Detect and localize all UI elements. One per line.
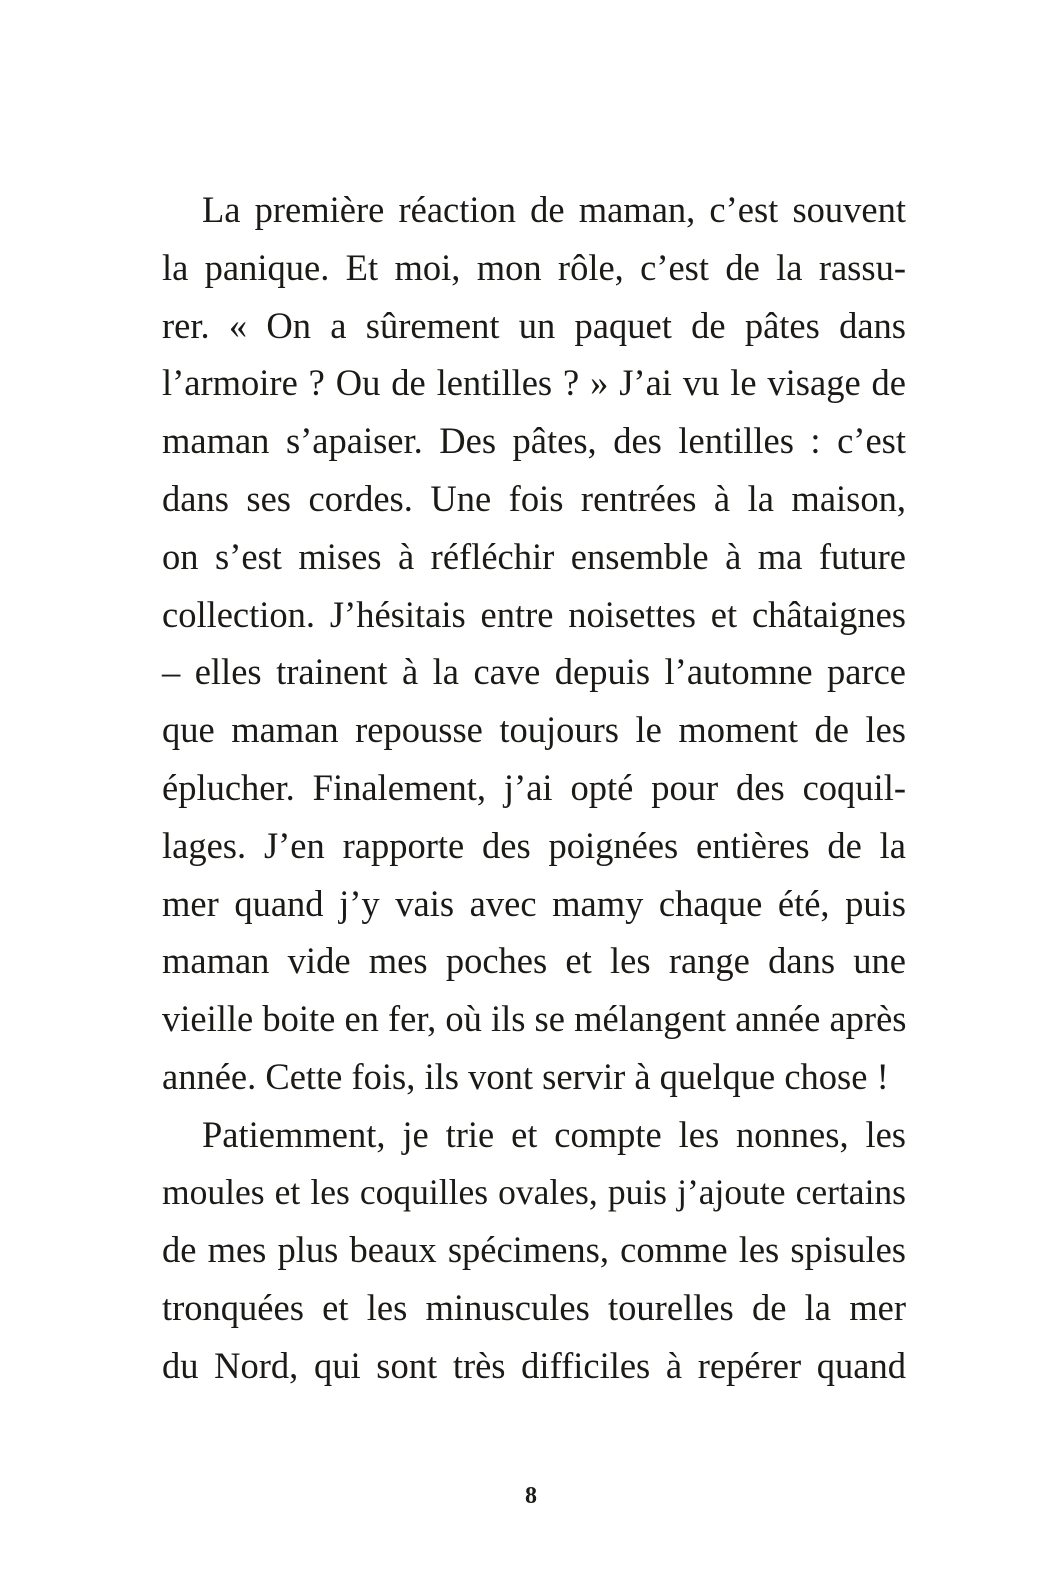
page-number: 8 — [525, 1483, 537, 1509]
text-line: collection. J’hésitais entre noisettes et châtaignes — [162, 593, 906, 635]
text-line: maman vide mes poches et les range dans une — [162, 940, 906, 982]
text-line: rer. « On a sûrement un paquet de pâtes dans — [162, 304, 906, 346]
text-line: de mes plus beaux spécimens, comme les spisules — [162, 1229, 906, 1271]
text-line: dans ses cordes. Une fois rentrées à la maison, — [162, 477, 906, 519]
body-text — [162, 181, 906, 1395]
text-line: maman s’apaiser. Des pâtes, des lentilles : c’est — [162, 420, 906, 462]
text-line: année. Cette fois, ils vont servir à quelque chose ! — [162, 1055, 889, 1097]
text-line: éplucher. Finalement, j’ai opté pour des coquil- — [162, 766, 906, 808]
text-line: Patiemment, je trie et compte les nonnes, les — [202, 1113, 906, 1155]
text-line: mer quand j’y vais avec mamy chaque été, puis — [162, 882, 906, 924]
text-line: lages. J’en rapporte des poignées entières de la — [162, 824, 906, 866]
text-line: que maman repousse toujours le moment de les — [162, 709, 906, 751]
text-line: moules et les coquilles ovales, puis j’ajoute certains — [162, 1171, 906, 1212]
text-line: l’armoire ? Ou de lentilles ? » J’ai vu le visage de — [162, 362, 906, 404]
text-line: du Nord, qui sont très difficiles à repérer quand — [162, 1344, 906, 1386]
text-line: la panique. Et moi, mon rôle, c’est de la rassu- — [162, 246, 906, 288]
text-line: tronquées et les minuscules tourelles de la mer — [162, 1287, 906, 1329]
text-line: La première réaction de maman, c’est souvent — [202, 189, 906, 230]
text-line: – elles trainent à la cave depuis l’automne parce — [162, 651, 906, 693]
text-line: on s’est mises à réfléchir ensemble à ma future — [162, 535, 906, 577]
text-line: vieille boite en fer, où ils se mélangent année après — [162, 998, 907, 1040]
